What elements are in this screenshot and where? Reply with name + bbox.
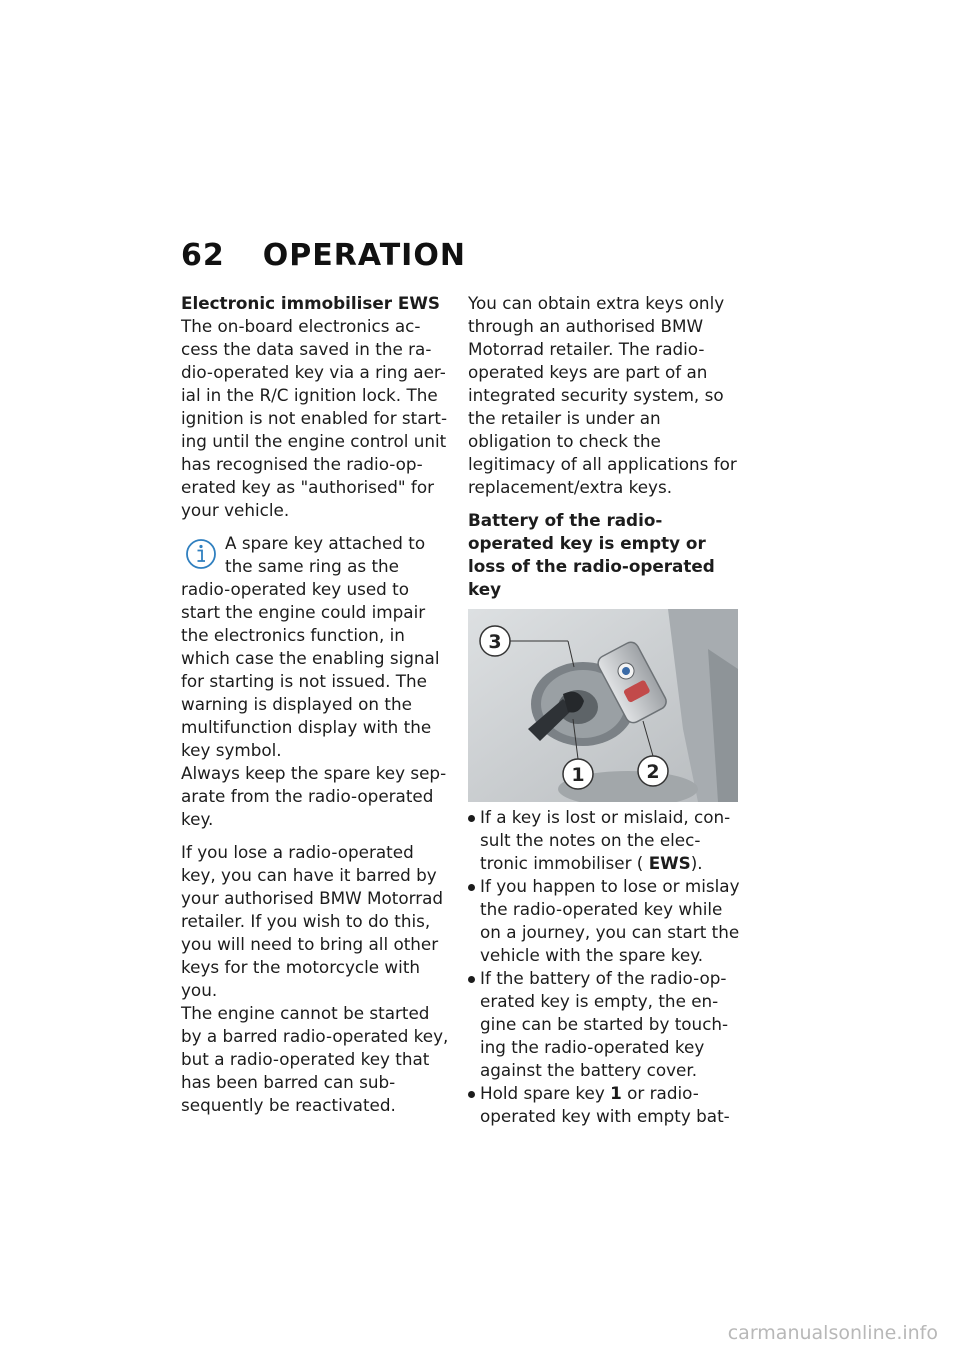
key-illustration — [468, 609, 738, 802]
heading-immobiliser: Electronic immobiliser EWS — [181, 293, 440, 313]
svg-text:1: 1 — [571, 764, 585, 786]
callout-2 — [638, 756, 668, 786]
paragraph-separate-keys: Always keep the spare key sep-arate from the radio-operated key. — [181, 763, 447, 829]
paragraph-intro: The on-board electronics ac-cess the data saved in the ra-dio-operated key via a ring aer-ial in the R/C ignition lock. The ignition is not enabled for start-ing until the engine control unit has recognised the radio-op-erated key as "authorised" for your vehicle. — [181, 316, 448, 520]
info-note — [181, 532, 453, 762]
callout-3 — [480, 626, 510, 656]
list-item: If the battery of the radio-op-erated key is empty, the en-gine can be started by touch-ing the radio-operated key against the battery cover. — [468, 967, 743, 1082]
bullet-dot — [468, 976, 475, 983]
left-column — [181, 292, 453, 1127]
bullet-dot — [468, 815, 475, 822]
bullet-dot — [468, 884, 475, 891]
watermark: carmanualsonline.info — [727, 1322, 938, 1344]
paragraph-extra-keys: You can obtain extra keys only through an authorised BMW Motorrad retailer. The radio-operated keys are part of an integrated security system, so the retailer is under an obligation to check the legitimacy of all applications for replacement/extra keys. — [468, 293, 737, 497]
note-text: A spare key attached to the same ring as the radio-operated key used to start the engine could impair the electronics function, in which case the enabling signal for starting is not issued. The warning is displayed on the multifunction display with the key symbol. — [181, 533, 440, 760]
page-header — [181, 238, 466, 273]
svg-text:2: 2 — [646, 761, 660, 783]
list-item: If you happen to lose or mislay the radio-operated key while on a journey, you can start the vehicle with the spare key. — [468, 875, 743, 967]
list-item: Hold spare key 1 or radio-operated key with empty bat- — [468, 1082, 743, 1128]
list-item: If a key is lost or mislaid, con-sult the notes on the elec-tronic immobiliser ( EWS). — [468, 806, 743, 875]
svg-text:3: 3 — [488, 631, 502, 653]
paragraph-barred: The engine cannot be started by a barred radio-operated key, but a radio-operated key that has been barred can sub-sequently be reactivated. — [181, 1003, 449, 1115]
paragraph-lose-key: If you lose a radio-operated key, you can have it barred by your authorised BMW Motorrad retailer. If you wish to do this, you will need to bring all other keys for the motorcycle with you. — [181, 842, 444, 1000]
heading-battery: Battery of the radio-operated key is empty or loss of the radio-operated key — [468, 510, 715, 599]
page-number: 62 — [181, 238, 225, 273]
info-icon — [181, 534, 221, 574]
right-column — [468, 292, 743, 1128]
bullet-list — [468, 806, 743, 1128]
callout-1 — [563, 759, 593, 789]
bullet-dot — [468, 1091, 475, 1098]
section-title: OPERATION — [262, 238, 466, 273]
